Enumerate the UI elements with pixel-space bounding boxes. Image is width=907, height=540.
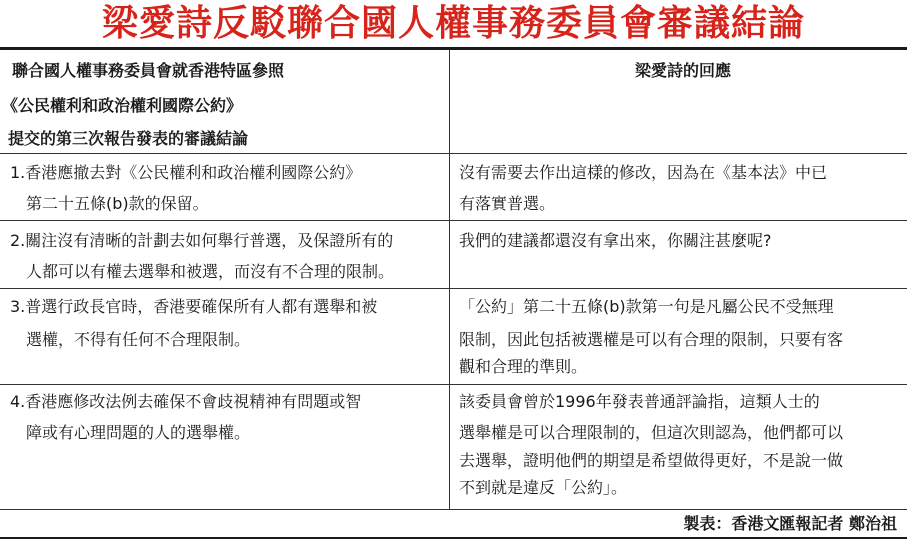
- row-2-right-line: 我們的建議都還沒有拿出來，你關注甚麼呢?: [459, 231, 772, 250]
- table-bottom-rule: [0, 509, 907, 510]
- header-left-line: 提交的第三次報告發表的審議結論: [8, 129, 249, 148]
- header-left-2: [2, 91, 242, 120]
- header-right: 梁愛詩的回應: [635, 61, 732, 80]
- row-3-left-line: 選權，不得有任何不合理限制。: [26, 330, 251, 349]
- row-1-right-line: 沒有需要去作出這樣的修改，因為在《基本法》中已: [459, 163, 828, 182]
- page-title: 梁愛詩反駁聯合國人權事務委員會審議結論: [101, 3, 805, 44]
- row-3-right: [459, 292, 843, 381]
- row-4-right-line: 選舉權是可以合理限制的，但這次則認為，他們都可以: [459, 423, 844, 442]
- row-3-right-line: 限制，因此包括被選權是可以有合理的限制，只要有客: [459, 330, 844, 349]
- top-rule: [0, 47, 907, 50]
- bottom-rule: [0, 537, 907, 539]
- row-4-right-line: 去選舉，證明他們的期望是希望做得更好，不是說一做: [459, 451, 844, 470]
- row-3-left-line: 3.普選行政長官時，香港要確保所有人都有選舉和被: [10, 297, 378, 316]
- row-3-right-line: 觀和合理的準則。: [459, 357, 588, 376]
- row-divider: [0, 220, 907, 221]
- row-divider: [0, 384, 907, 385]
- row-2-left-line: 人都可以有權去選舉和被選，而沒有不合理的限制。: [26, 262, 395, 281]
- header-left-line: 聯合國人權事務委員會就香港特區參照: [12, 61, 285, 80]
- row-3-left: [10, 292, 377, 354]
- row-1-left-line: 1.香港應撤去對《公民權利和政治權利國際公約》: [10, 163, 362, 182]
- row-4-right-line: 不到就是違反「公約」。: [459, 478, 628, 497]
- header-left-3: [8, 124, 248, 153]
- row-4-left-line: 4.香港應修改法例去確保不會歧視精神有問題或智: [10, 392, 362, 411]
- header-left: [12, 56, 284, 85]
- row-4-right: [459, 387, 843, 502]
- row-divider: [0, 288, 907, 289]
- row-2-left: [10, 226, 394, 286]
- row-2-right: [459, 226, 772, 255]
- row-4-left: [10, 387, 361, 447]
- header-left-line: 《公民權利和政治權利國際公約》: [2, 96, 243, 115]
- row-2-left-line: 2.關注沒有清晰的計劃去如何舉行普選，及保證所有的: [10, 231, 394, 250]
- row-divider: [0, 153, 907, 154]
- row-4-left-line: 障或有心理問題的人的選舉權。: [26, 423, 251, 442]
- row-1-right-line: 有落實普選。: [459, 194, 556, 213]
- row-1-left: [10, 158, 361, 218]
- row-1-right: [459, 158, 827, 218]
- row-3-right-line: 「公約」第二十五條(b)款第一句是凡屬公民不受無理: [459, 297, 834, 316]
- row-1-left-line: 第二十五條(b)款的保留。: [26, 194, 209, 213]
- column-divider: [449, 50, 450, 510]
- credit-line: 製表：香港文匯報記者 鄭治祖: [683, 514, 897, 533]
- row-4-right-line: 該委員會曾於1996年發表普通評論指，這類人士的: [459, 392, 820, 411]
